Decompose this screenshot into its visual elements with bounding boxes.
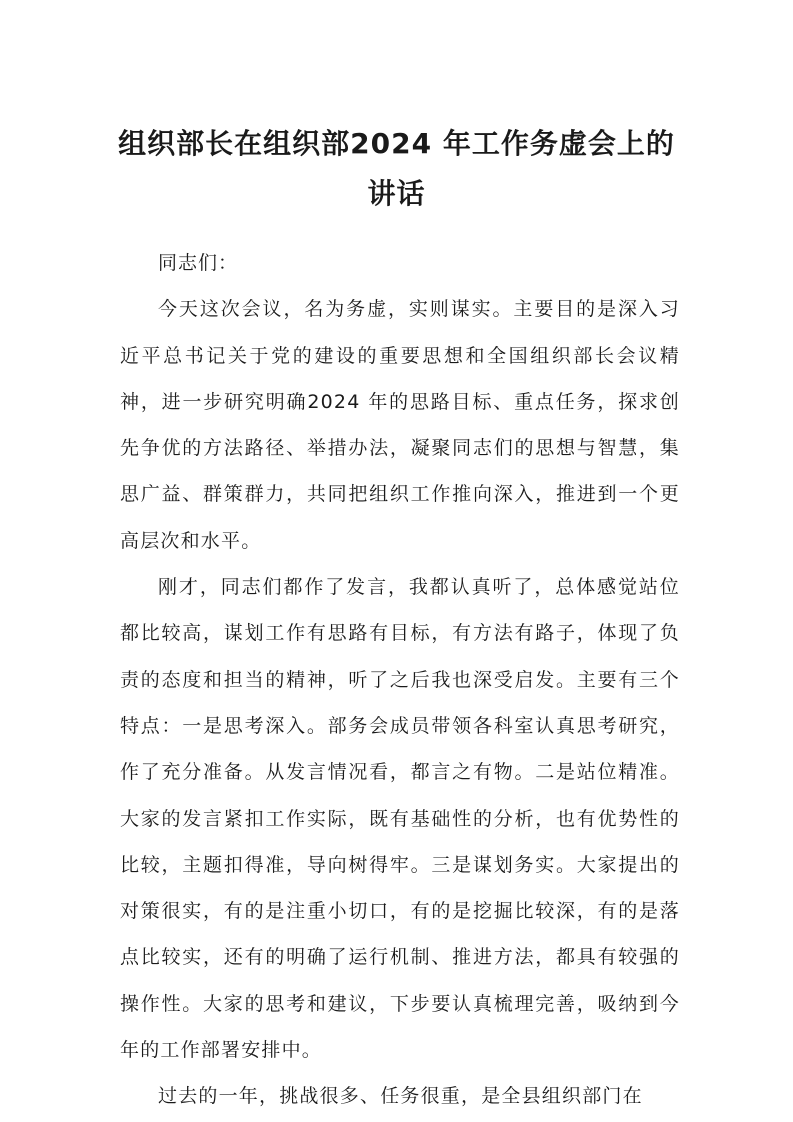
- greeting: 同志们：: [158, 252, 239, 274]
- paragraph-2: 刚才，同志们都作了发言，我都认真听了，总体感觉站位都比较高，谋划工作有思路有目标，有方法有路子，体现了负责的态度和担当的精神，听了之后我也深受启发。主要有三个特点：一是思考深入。部务会成员带领各科室认真思考研究，作了充分准备。从发言情况看，都言之有物。二是站位精准。大家的发言紧扣工作实际，既有基础性的分析，也有优势性的比较，主题扣得准，导向树得牢。三是谋划务实。大家提出的对策很实，有的是注重小切口，有的是挖掘比较深，有的是落点比较实，还有的明确了运行机制、推进方法，都具有较强的操作性。大家的思考和建议，下步要认真梳理完善，吸纳到今年的工作部署安排中。: [120, 576, 680, 1062]
- document-body: [120, 240, 680, 1120]
- document-title-line-2: 讲话: [367, 177, 426, 210]
- paragraph-3: 过去的一年，挑战很多、任务很重，是全县组织部门在: [158, 1085, 643, 1108]
- document-title-line-1: 组织部长在组织部2024 年工作务虚会上的: [118, 127, 675, 160]
- paragraph-1: 今天这次会议，名为务虚，实则谋实。主要目的是深入习近平总书记关于党的建设的重要思想和全国组织部长会议精神，进一步研究明确2024 年的思路目标、重点任务，探求创先争优的方法路径、举措办法，凝聚同志们的思想与智慧，集思广益、群策群力，共同把组织工作推向深入，推进到一个更高层次和水平。: [120, 298, 680, 552]
